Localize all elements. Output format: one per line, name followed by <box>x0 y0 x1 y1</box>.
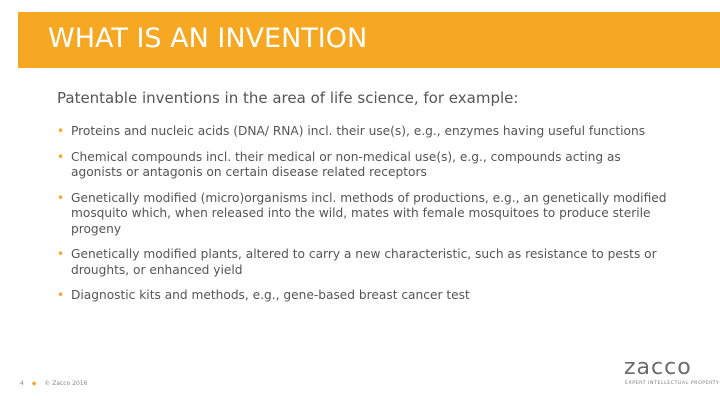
page-number: 4 <box>20 380 24 387</box>
bullet-list <box>55 124 675 314</box>
bullet-text: Chemical compounds incl. their medical or non-medical use(s), e.g., compounds acting as agonists or antagonis on certain disease related receptors <box>71 149 621 179</box>
bullet-item-chemical <box>55 150 675 181</box>
bullet-text: Genetically modified (micro)organisms incl. methods of productions, e.g., an genetically modified mosquito which, when released into the wild, mates with female mosquitoes to produce sterile progeny <box>71 190 667 236</box>
bullet-icon: • <box>57 288 65 302</box>
footer-separator-icon: ◆ <box>31 380 37 387</box>
bullet-icon: • <box>57 124 65 138</box>
footer <box>20 380 93 387</box>
bullet-icon: • <box>57 149 65 164</box>
copyright-text: © Zacco 2016 <box>44 380 88 387</box>
bullet-item-plants <box>55 247 675 278</box>
bullet-item-proteins <box>55 124 675 140</box>
bullet-text: Diagnostic kits and methods, e.g., gene-based breast cancer test <box>71 288 470 302</box>
bullet-text: Proteins and nucleic acids (DNA/ RNA) incl. their use(s), e.g., enzymes having useful functions <box>71 124 646 138</box>
logo-tagline: EXPERT INTELLECTUAL PROPERTY <box>625 381 720 386</box>
bullet-icon: • <box>57 247 65 261</box>
bullet-text: Genetically modified plants, altered to carry a new characteristic, such as resistance to pests or droughts, or enhanced yield <box>71 247 657 277</box>
title-bar <box>18 12 720 68</box>
logo-wordmark: zacco <box>624 355 692 380</box>
bullet-item-diagnostics <box>55 288 675 304</box>
zacco-logo <box>622 355 720 390</box>
slide-title: WHAT IS AN INVENTION <box>48 23 368 54</box>
bullet-item-organisms <box>55 191 675 238</box>
intro-text: Patentable inventions in the area of life science, for example: <box>57 89 519 107</box>
bullet-icon: • <box>57 190 65 205</box>
